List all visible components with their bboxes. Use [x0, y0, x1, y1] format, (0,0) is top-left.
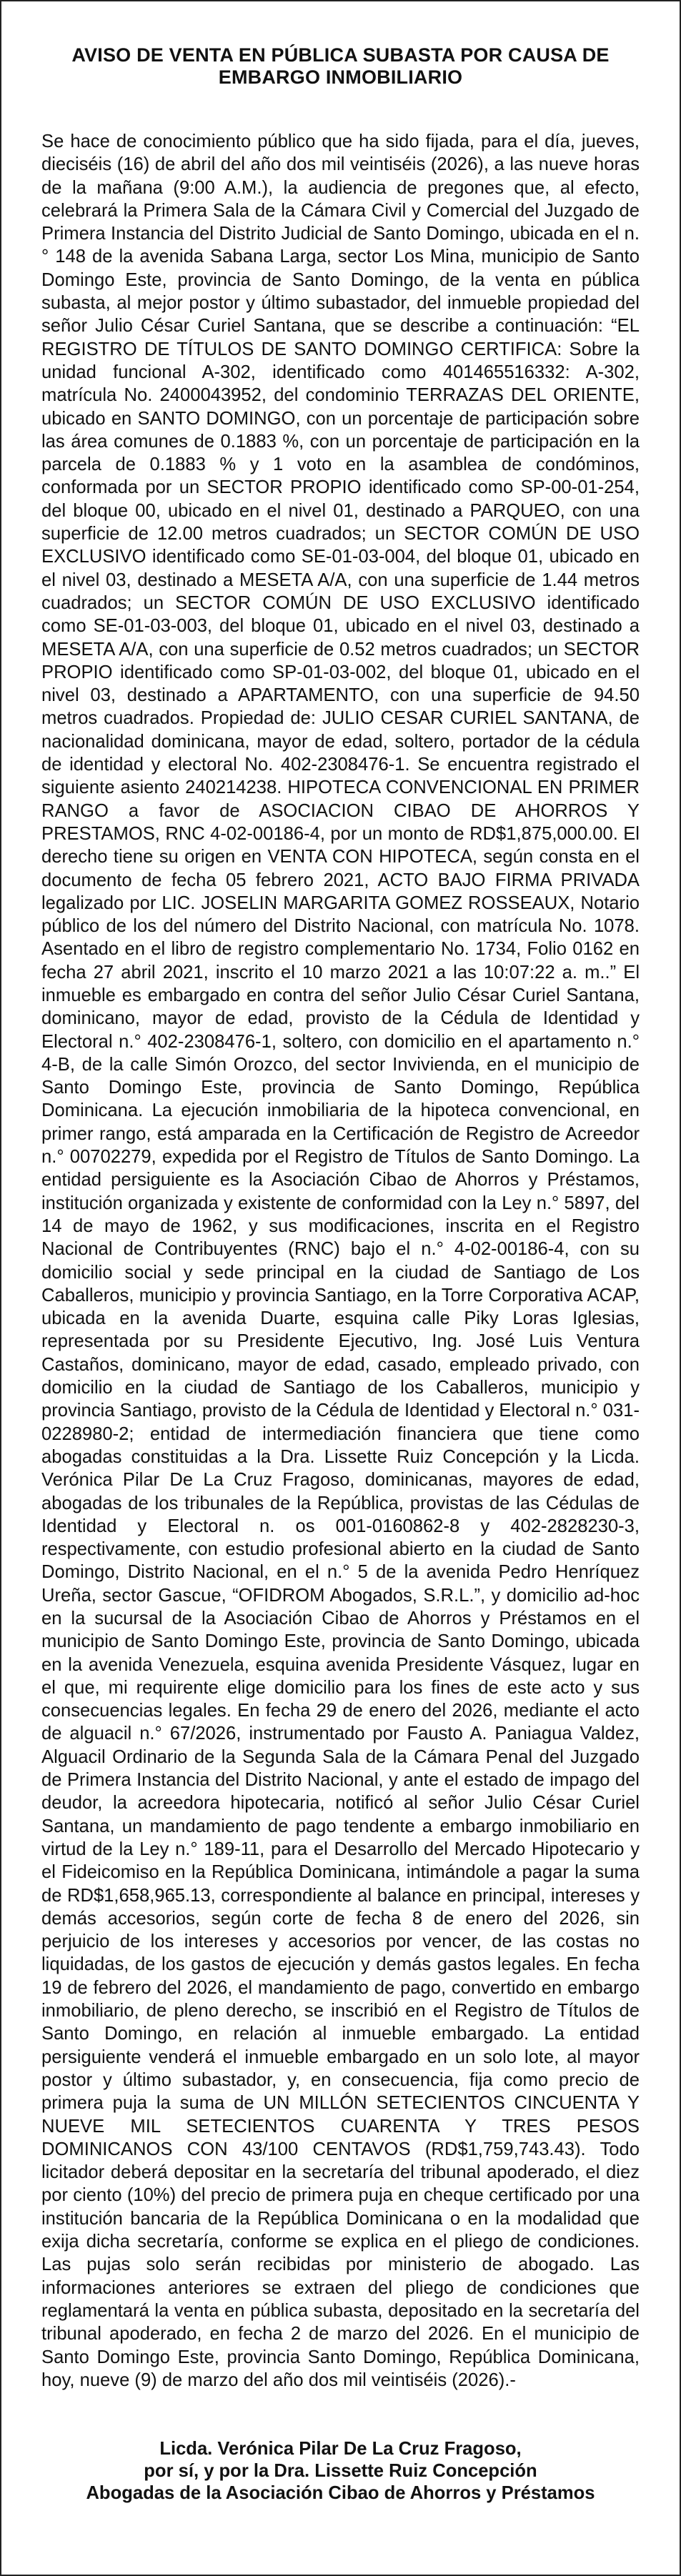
signature-line-1: Licda. Verónica Pilar De La Cruz Fragoso,: [159, 2439, 522, 2459]
signature-line-2: por sí, y por la Dra. Lissette Ruiz Concepción: [144, 2461, 537, 2481]
notice-title-line-1: AVISO DE VENTA EN PÚBLICA SUBASTA POR CAUSA DE: [71, 44, 610, 66]
notice-title: [66, 44, 615, 89]
signature-line-3: Abogadas de la Asociación Cibao de Ahorros y Préstamos: [86, 2483, 595, 2503]
notice-title-line-2: EMBARGO INMOBILIARIO: [218, 66, 463, 88]
signature-block: [1, 2438, 680, 2505]
notice-body: Se hace de conocimiento público que ha sido fijada, para el día, jueves, dieciséis (16) de abril del año dos mil veintiséis (2026), a las nueve horas de la mañana (9:00 A.M.), la audiencia de pregones que, al efecto, celebrará la Primera Sala de la Cámara Civil y Comercial del Juzgado de Primera Instancia del Distrito Judicial de Santo Domingo, ubicada en el n.° 148 de la avenida Sabana Larga, sector Los Mina, municipio de Santo Domingo Este, provincia de Santo Domingo, de la venta en pública subasta, al mejor postor y último subastador, del inmueble propiedad del señor Julio César Curiel Santana, que se describe a continuación: “EL REGISTRO DE TÍTULOS DE SANTO DOMINGO CERTIFICA: Sobre la unidad funcional A-302, identificado como 401465516332: A-302, matrícula No. 2400043952, del condominio TERRAZAS DEL ORIENTE, ubicado en SANTO DOMINGO, con un porcentaje de participación sobre las área comunes de 0.1883 %, con un porcentaje de participación en la parcela de 0.1883 % y 1 voto en la asamblea de condóminos, conformada por un SECTOR PROPIO identificado como SP-00-01-254, del bloque 00, ubicado en el nivel 01, destinado a PARQUEO, con una superficie de 12.00 metros cuadrados; un SECTOR COMÚN DE USO EXCLUSIVO identificado como SE-01-03-004, del bloque 01, ubicado en el nivel 03, destinado a MESETA A/A, con una superficie de 1.44 metros cuadrados; un SECTOR COMÚN DE USO EXCLUSIVO identificado como SE-01-03-003, del bloque 01, ubicado en el nivel 03, destinado a MESETA A/A, con una superficie de 0.52 metros cuadrados; un SECTOR PROPIO identificado como SP-01-03-002, del bloque 01, ubicado en el nivel 03, destinado a APARTAMENTO, con una superficie de 94.50 metros cuadrados. Propiedad de: JULIO CESAR CURIEL SANTANA, de nacionalidad dominicana, mayor de edad, soltero, portador de la cédula de identidad y electoral No. 402-2308476-1. Se encuentra registrado el siguiente asiento 240214238. HIPOTECA CONVENCIONAL EN PRIMER RANGO a favor de ASOCIACION CIBAO DE AHORROS Y PRESTAMOS, RNC 4-02-00186-4, por un monto de RD$1,875,000.00. El derecho tiene su origen en VENTA CON HIPOTECA, según consta en el documento de fecha 05 febrero 2021, ACTO BAJO FIRMA PRIVADA legalizado por LIC. JOSELIN MARGARITA GOMEZ ROSSEAUX, Notario público de los del número del Distrito Nacional, con matrícula No. 1078. Asentado en el libro de registro complementario No. 1734, Folio 0162 en fecha 27 abril 2021, inscrito el 10 marzo 2021 a las 10:07:22 a. m..” El inmueble es embargado en contra del señor Julio César Curiel Santana, dominicano, mayor de edad, provisto de la Cédula de Identidad y Electoral n.° 402-2308476-1, soltero, con domicilio en el apartamento n.° 4-B, de la calle Simón Orozco, del sector Invivienda, en el municipio de Santo Domingo Este, provincia de Santo Domingo, República Dominicana. La ejecución inmobiliaria de la hipoteca convencional, en primer rango, está amparada en la Certificación de Registro de Acreedor n.° 00702279, expedida por el Registro de Títulos de Santo Domingo. La entidad persiguiente es la Asociación Cibao de Ahorros y Préstamos, institución organizada y existente de conformidad con la Ley n.° 5897, del 14 de mayo de 1962, y sus modificaciones, inscrita en el Registro Nacional de Contribuyentes (RNC) bajo el n.° 4-02-00186-4, con su domicilio social y sede principal en la ciudad de Santiago de Los Caballeros, municipio y provincia Santiago, en la Torre Corporativa ACAP, ubicada en la avenida Duarte, esquina calle Piky Loras Iglesias, representada por su Presidente Ejecutivo, Ing. José Luis Ventura Castaños, dominicano, mayor de edad, casado, empleado privado, con domicilio en la ciudad de Santiago de los Caballeros, municipio y provincia Santiago, provisto de la Cédula de Identidad y Electoral n.° 031-0228980-2; entidad de intermediación financiera que tiene como abogadas constituidas a la Dra. Lissette Ruiz Concepción y la Licda. Verónica Pilar De La Cruz Fragoso, dominicanas, mayores de edad, abogadas de los tribunales de la República, provistas de las Cédulas de Identidad y Electoral n. os 001-0160862-8 y 402-2828230-3, respectivamente, con estudio profesional abierto en la ciudad de Santo Domingo, Distrito Nacional, en el n.° 5 de la avenida Pedro Henríquez Ureña, sector Gascue, “OFIDROM Abogados, S.R.L.”, y domicilio ad-hoc en la sucursal de la Asociación Cibao de Ahorros y Préstamos en el municipio de Santo Domingo Este, provincia de Santo Domingo, ubicada en la avenida Venezuela, esquina avenida Presidente Vásquez, lugar en el que, mi requirente elige domicilio para los fines de este acto y sus consecuencias legales. En fecha 29 de enero del 2026, mediante el acto de alguacil n.° 67/2026, instrumentado por Fausto A. Paniagua Valdez, Alguacil Ordinario de la Segunda Sala de la Cámara Penal del Juzgado de Primera Instancia del Distrito Nacional, y ante el estado de impago del deudor, la acreedora hipotecaria, notificó al señor Julio César Curiel Santana, un mandamiento de pago tendente a embargo inmobiliario en virtud de la Ley n.° 189-11, para el Desarrollo del Mercado Hipotecario y el Fideicomiso en la República Dominicana, intimándole a pagar la suma de RD$1,658,965.13, correspondiente al balance en principal, intereses y demás accesorios, según corte de fecha 8 de enero del 2026, sin perjuicio de los intereses y accesorios por vencer, de las costas no liquidadas, de los gastos de ejecución y demás gastos legales. En fecha 19 de febrero del 2026, el mandamiento de pago, convertido en embargo inmobiliario, de pleno derecho, se inscribió en el Registro de Títulos de Santo Domingo, en relación al inmueble embargado. La entidad persiguiente venderá el inmueble embargado en un solo lote, al mayor postor y último subastador, y, en consecuencia, fija como precio de primera puja la suma de UN MILLÓN SETECIENTOS CINCUENTA Y NUEVE MIL SETECIENTOS CUARENTA Y TRES PESOS DOMINICANOS CON 43/100 CENTAVOS (RD$1,759,743.43). Todo licitador deberá depositar en la secretaría del tribunal apoderado, el diez por ciento (10%) del precio de primera puja en cheque certificado por una institución bancaria de la República Dominicana o en la modalidad que exija dicha secretaría, conforme se explica en el pliego de condiciones. Las pujas solo serán recibidas por ministerio de abogado. Las informaciones anteriores se extraen del pliego de condiciones que reglamentará la venta en pública subasta, depositado en la secretaría del tribunal apoderado, en fecha 2 de marzo del 2026. En el municipio de Santo Domingo Este, provincia Santo Domingo, República Dominicana, hoy, nueve (9) de marzo del año dos mil veintiséis (2026).-: [41, 131, 640, 2390]
